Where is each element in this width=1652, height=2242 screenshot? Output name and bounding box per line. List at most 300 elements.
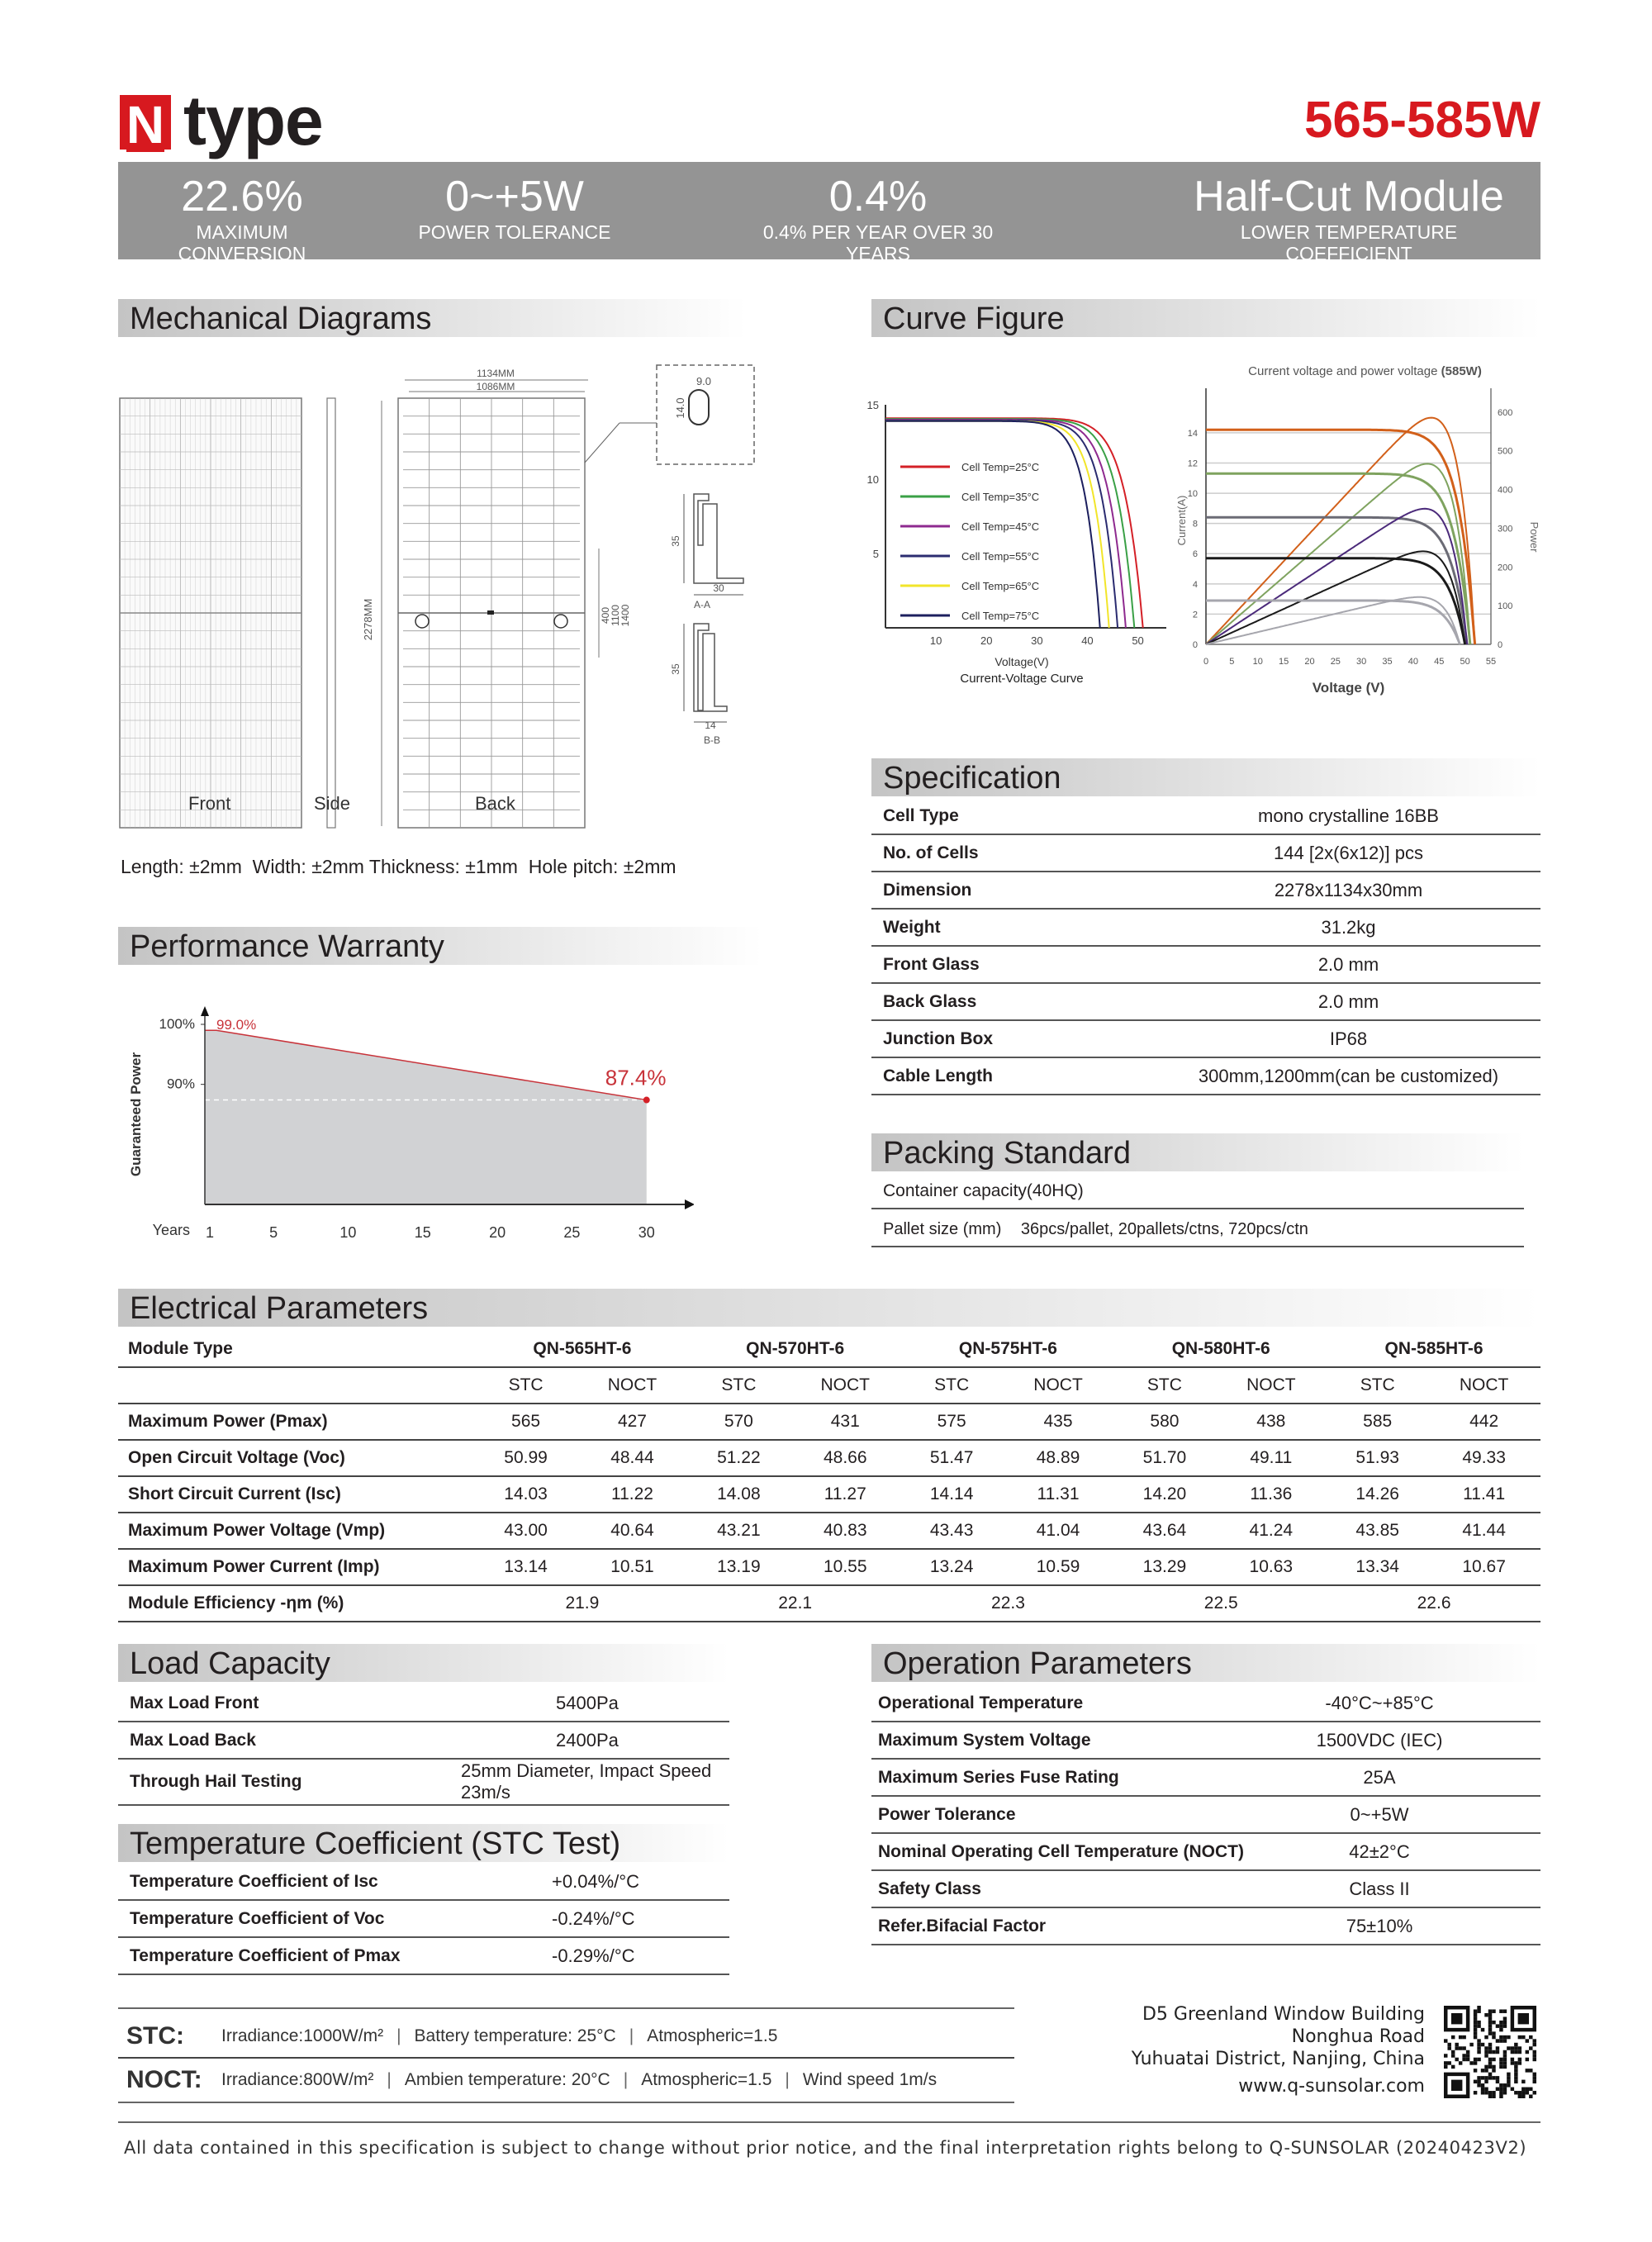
legend-label: Cell Temp=45°C [961,520,1040,533]
condition-header: NOCT [789,1367,902,1404]
y-axis-title: Guaranteed Power [128,1052,144,1177]
specification-table [871,798,1540,1095]
condition-header: STC [902,1367,1002,1404]
parameter-value: 13.24 [902,1549,1002,1585]
condition-header: STC [1327,1367,1427,1404]
specification-heading: Specification [871,758,1540,796]
x-tick-label: 25 [1330,657,1341,667]
operation-key: Power Tolerance [871,1796,1292,1833]
empty-cell [118,1367,476,1404]
spec-value: IP68 [1156,1020,1540,1057]
electrical-parameters-table [118,1332,1540,1622]
width-outer-label: 1134MM [477,368,515,379]
parameter-value: 49.33 [1427,1440,1540,1476]
highlight-label: POWER TOLERANCE [418,221,611,243]
qr-code-icon [1444,2006,1536,2098]
x-tick-label: 40 [1408,657,1419,667]
company-address [1132,2003,1425,2097]
highlight-efficiency [135,173,349,264]
x-tick-label: 30 [638,1224,655,1241]
legend-label: Cell Temp=65°C [961,580,1040,592]
warranty-chart [116,1000,694,1247]
parameter-value: 11.36 [1215,1476,1328,1513]
condition-header: STC [1114,1367,1214,1404]
parameter-value: 10.63 [1215,1549,1328,1585]
separator: | [623,2070,629,2089]
length-dimension-label: 2278MM [362,598,374,641]
y2-tick-label: 400 [1498,485,1513,496]
highlight-value: 0.4% [828,173,928,221]
section-bb-width: 14 [705,720,716,731]
load-value: 25mm Diameter, Impact Speed 23m/s [461,1759,729,1805]
parameter-value: 565 [476,1404,576,1440]
y2-axis-title: Power [1528,521,1540,553]
parameter-value: 41.04 [1002,1513,1115,1549]
n-type-logo-badge [120,95,171,154]
pallet-size-row [871,1211,1524,1247]
operation-parameters-heading: Operation Parameters [871,1644,1540,1682]
power-range-title: 565-585W [1303,92,1540,149]
noct-condition: Ambien temperature: 20°C [404,2070,610,2089]
spec-key: Front Glass [871,946,1156,983]
x-tick-label: 40 [1081,634,1094,647]
y-tick-label: 10 [1187,489,1198,500]
hole-pitch-1400: 1400 [620,604,631,627]
load-key: Max Load Back [118,1722,461,1759]
website-link[interactable]: www.q-sunsolar.com [1238,2076,1425,2097]
electrical-row [118,1513,1540,1549]
load-capacity-heading: Load Capacity [118,1644,729,1682]
spec-value: 31.2kg [1156,909,1540,946]
parameter-value: 14.03 [476,1476,576,1513]
spec-row [871,1020,1540,1057]
power-series-line [1206,509,1467,644]
tempcoef-row [118,1937,729,1974]
spec-value: 2.0 mm [1156,946,1540,983]
view-label-back: Back [475,793,515,814]
address-line: Yuhuatai District, Nanjing, China [1131,2049,1425,2069]
x-tick-label: 50 [1132,634,1144,647]
parameter-value: 13.19 [689,1549,789,1585]
logo-word: type [183,82,323,159]
view-label-side: Side [314,793,351,814]
disclaimer: All data contained in this specification is subject to change without prior notice, and the final interpretation rights belong to Q-SUNSOLAR (20240423V2) [124,2138,1527,2158]
hole-height-label: 14.0 [674,397,686,419]
y-tick-label: 100% [159,1016,195,1032]
highlight-tolerance [415,173,614,243]
side-view [327,398,335,828]
y-tick-label: 10 [866,473,879,486]
x-tick-label: 45 [1434,657,1445,667]
separator: | [629,2026,634,2045]
parameter-value: 51.22 [689,1440,789,1476]
highlight-label: LOWER TEMPERATURE COEFFICIENT [1240,221,1458,264]
efficiency-value: 22.1 [689,1585,902,1622]
spec-row [871,1057,1540,1095]
tempcoef-key: Temperature Coefficient of Isc [118,1864,461,1900]
highlight-value: Half-Cut Module [1194,173,1504,221]
current-series-line [1206,601,1460,644]
end-value-label: 87.4% [605,1065,667,1090]
spec-row [871,946,1540,983]
parameter-value: 14.14 [902,1476,1002,1513]
spec-value: 2278x1134x30mm [1156,872,1540,909]
parameter-value: 51.93 [1327,1440,1427,1476]
electrical-row [118,1549,1540,1585]
parameter-value: 427 [576,1404,689,1440]
electrical-row [118,1404,1540,1440]
operation-row [871,1685,1540,1722]
spec-value: 144 [2x(6x12)] pcs [1156,834,1540,872]
x-axis-title: Voltage (V) [1312,680,1385,696]
y2-tick-label: 200 [1498,563,1513,573]
module-type-row [118,1332,1540,1367]
electrical-row [118,1440,1540,1476]
operation-row [871,1907,1540,1945]
front-view [120,398,301,828]
operation-key: Safety Class [871,1870,1292,1907]
noct-condition: Irradiance:800W/m² [221,2070,374,2089]
parameter-value: 580 [1114,1404,1214,1440]
spec-row [871,834,1540,872]
tempcoef-value: +0.04%/°C [461,1864,729,1900]
operation-key: Maximum System Voltage [871,1722,1292,1759]
parameter-value: 431 [789,1404,902,1440]
parameter-value: 43.64 [1114,1513,1214,1549]
parameter-value: 41.44 [1427,1513,1540,1549]
warranty-area [205,1030,647,1204]
spec-value: 2.0 mm [1156,983,1540,1020]
parameter-value: 40.64 [576,1513,689,1549]
spec-key: Cell Type [871,798,1156,834]
y2-tick-label: 100 [1498,601,1513,612]
parameter-value: 438 [1215,1404,1328,1440]
separator: | [396,2026,401,2045]
address-line: Nonghua Road [1291,2026,1425,2047]
load-row [118,1759,729,1805]
load-value: 2400Pa [461,1722,729,1759]
legend-label: Cell Temp=75°C [961,610,1040,622]
spec-value: 300mm,1200mm(can be customized) [1156,1057,1540,1095]
temperature-coefficient-table [118,1864,729,1975]
condition-header: NOCT [1427,1367,1540,1404]
width-inner-label: 1086MM [476,381,515,392]
load-capacity-table [118,1685,729,1806]
efficiency-row [118,1585,1540,1622]
pallet-size-label: Pallet size (mm) [883,1220,1002,1238]
x-axis-arrow-icon [685,1199,694,1209]
spec-row [871,983,1540,1020]
parameter-value: 11.41 [1427,1476,1540,1513]
x-tick-label: 20 [980,634,993,647]
x-tick-label: 20 [489,1224,506,1241]
x-tick-label: 10 [929,634,942,647]
highlight-value: 0~+5W [445,173,584,221]
noct-condition: Wind speed 1m/s [802,2070,938,2089]
load-key: Through Hail Testing [118,1759,461,1805]
performance-warranty-heading: Performance Warranty [118,927,762,965]
condition-header: NOCT [1215,1367,1328,1404]
x-tick-label: 25 [563,1224,581,1241]
x-axis-title: Voltage(V) [995,655,1049,668]
section-aa-label: A-A [693,599,711,610]
tempcoef-key: Temperature Coefficient of Voc [118,1900,461,1937]
parameter-name: Module Efficiency -ηm (%) [118,1585,476,1622]
end-point-marker [643,1097,650,1104]
operation-value: Class II [1292,1870,1540,1907]
x-tick-label: 20 [1304,657,1315,667]
parameter-value: 14.26 [1327,1476,1427,1513]
model-name: QN-565HT-6 [476,1332,689,1367]
y-tick-label: 5 [872,548,879,560]
stc-conditions [118,2016,1014,2059]
spec-key: Cable Length [871,1057,1156,1095]
operation-row [871,1870,1540,1907]
hole-pitch-1100: 1100 [610,605,621,626]
stc-condition: Atmospheric=1.5 [647,2026,778,2045]
section-aa-height: 35 [670,535,681,547]
junction-box [487,610,494,615]
chart-title-bold: (585W) [1441,364,1482,378]
separator: | [387,2070,392,2089]
current-series-line [1206,517,1467,644]
power-voltage-chart [1173,355,1553,710]
hole-width-label: 9.0 [695,375,712,387]
detail-leader-line [585,423,620,463]
load-row [118,1722,729,1759]
parameter-value: 13.34 [1327,1549,1427,1585]
y-tick-label: 14 [1187,428,1198,439]
section-bb-label: B-B [703,734,721,746]
y2-tick-label: 0 [1498,640,1503,650]
parameter-value: 48.89 [1002,1440,1115,1476]
condition-header: STC [476,1367,576,1404]
parameter-value: 570 [689,1404,789,1440]
x-axis-title: Years [152,1222,190,1238]
parameter-value: 575 [902,1404,1002,1440]
operation-row [871,1796,1540,1833]
spec-row [871,909,1540,946]
parameter-value: 10.51 [576,1549,689,1585]
mounting-hole [689,390,709,425]
noct-label: NOCT: [126,2066,202,2093]
efficiency-value: 22.5 [1114,1585,1327,1622]
parameter-value: 585 [1327,1404,1427,1440]
y-axis-arrow-icon [201,1006,209,1016]
x-tick-label: 15 [1278,657,1289,667]
temperature-coefficient-heading: Temperature Coefficient (STC Test) [118,1824,729,1862]
x-tick-label: 10 [1252,657,1263,667]
operation-row [871,1722,1540,1759]
parameter-name: Maximum Power (Pmax) [118,1404,476,1440]
parameter-value: 43.00 [476,1513,576,1549]
parameter-value: 13.29 [1114,1549,1214,1585]
y-tick-label: 6 [1192,549,1198,560]
parameter-value: 14.20 [1114,1476,1214,1513]
y-tick-label: 12 [1187,458,1198,469]
noct-condition: Atmospheric=1.5 [641,2070,772,2089]
mechanical-diagrams-heading: Mechanical Diagrams [118,299,746,337]
x-tick-label: 50 [1460,657,1470,667]
efficiency-value: 22.3 [902,1585,1115,1622]
chart-title: Current-Voltage Curve [960,672,1084,686]
condition-header: NOCT [576,1367,689,1404]
legend-label: Cell Temp=35°C [961,491,1040,503]
parameter-value: 11.27 [789,1476,902,1513]
x-tick-label: 1 [205,1224,215,1241]
highlight-label: 0.4% PER YEAR OVER 30 YEARS [762,221,994,264]
operation-key: Nominal Operating Cell Temperature (NOCT) [871,1833,1292,1870]
tempcoef-key: Temperature Coefficient of Pmax [118,1937,461,1974]
load-key: Max Load Front [118,1685,461,1722]
x-tick-label: 5 [1229,657,1235,667]
parameter-name: Maximum Power Current (Imp) [118,1549,476,1585]
mechanical-drawing [116,355,793,834]
packing-standard-heading: Packing Standard [871,1133,1524,1171]
operation-value: 25A [1292,1759,1540,1796]
spec-row [871,872,1540,909]
y2-tick-label: 600 [1498,407,1513,418]
view-label-front: Front [188,793,231,814]
model-name: QN-570HT-6 [689,1332,902,1367]
spec-key: No. of Cells [871,834,1156,872]
electrical-parameters-heading: Electrical Parameters [118,1289,1540,1327]
noct-conditions [118,2059,1014,2103]
separator: | [785,2070,790,2089]
highlight-degradation [738,173,1018,264]
x-tick-label: 5 [269,1224,278,1241]
y-tick-label: 15 [866,399,879,411]
highlight-half-cut [1184,173,1514,264]
x-tick-label: 15 [414,1224,431,1241]
start-value-label: 99.0% [216,1017,257,1033]
hole-pitch-400: 400 [600,606,611,625]
frame-section-aa [684,494,743,595]
spec-row [871,798,1540,834]
parameter-name: Maximum Power Voltage (Vmp) [118,1513,476,1549]
efficiency-value: 22.6 [1327,1585,1540,1622]
model-name: QN-585HT-6 [1327,1332,1540,1367]
frame-section-bb [684,624,727,722]
highlights-banner [118,162,1540,264]
model-name: QN-575HT-6 [902,1332,1115,1367]
parameter-value: 13.14 [476,1549,576,1585]
x-tick-label: 0 [1203,657,1209,667]
operation-key: Refer.Bifacial Factor [871,1907,1292,1945]
parameter-value: 11.31 [1002,1476,1115,1513]
parameter-value: 10.67 [1427,1549,1540,1585]
operation-value: -40°C~+85°C [1292,1685,1540,1722]
tolerance-note: Length: ±2mm Width: ±2mm Thickness: ±1mm Hole pitch: ±2mm [121,856,676,877]
operation-row [871,1759,1540,1796]
parameter-value: 14.08 [689,1476,789,1513]
x-tick-label: 10 [339,1224,357,1241]
parameter-value: 11.22 [576,1476,689,1513]
operation-value: 1500VDC (IEC) [1292,1722,1540,1759]
electrical-row [118,1476,1540,1513]
back-view [398,398,585,828]
y2-tick-label: 300 [1498,524,1513,534]
x-tick-label: 55 [1485,657,1497,667]
parameter-value: 442 [1427,1404,1540,1440]
conditions-top-rule [118,2007,1014,2009]
parameter-value: 43.85 [1327,1513,1427,1549]
spec-key: Dimension [871,872,1156,909]
parameter-value: 435 [1002,1404,1115,1440]
iv-curve-chart [859,388,1173,702]
module-type-label: Module Type [118,1332,476,1367]
stc-condition: Battery temperature: 25°C [414,2026,616,2045]
operation-value: 75±10% [1292,1907,1540,1945]
load-row [118,1685,729,1722]
parameter-value: 48.44 [576,1440,689,1476]
model-name: QN-580HT-6 [1114,1332,1327,1367]
parameter-value: 10.55 [789,1549,902,1585]
operation-parameters-table [871,1685,1540,1945]
y2-tick-label: 500 [1498,446,1513,457]
parameter-name: Open Circuit Voltage (Voc) [118,1440,476,1476]
y-tick-label: 8 [1192,519,1198,530]
parameter-value: 48.66 [789,1440,902,1476]
tempcoef-row [118,1864,729,1900]
highlight-value: 22.6% [181,173,303,221]
spec-key: Weight [871,909,1156,946]
x-tick-label: 35 [1382,657,1393,667]
stc-condition: Irradiance:1000W/m² [221,2026,384,2045]
y-axis-title: Current(A) [1175,495,1188,546]
legend-label: Cell Temp=55°C [961,550,1040,563]
condition-header: NOCT [1002,1367,1115,1404]
chart-title: Current voltage and power voltage (585W) [1248,364,1482,378]
x-tick-label: 30 [1356,657,1367,667]
parameter-name: Short Circuit Current (Isc) [118,1476,476,1513]
stc-label: STC: [126,2022,184,2050]
pallet-size-value: 36pcs/pallet, 20pallets/ctns, 720pcs/ctn [1020,1220,1308,1238]
operation-key: Operational Temperature [871,1685,1292,1722]
operation-row [871,1833,1540,1870]
condition-header-row [118,1367,1540,1404]
parameter-value: 40.83 [789,1513,902,1549]
operation-value: 0~+5W [1292,1796,1540,1833]
parameter-value: 43.21 [689,1513,789,1549]
tempcoef-value: -0.24%/°C [461,1900,729,1937]
efficiency-value: 21.9 [476,1585,689,1622]
y-tick-label: 2 [1192,610,1198,620]
parameter-value: 49.11 [1215,1440,1328,1476]
parameter-value: 41.24 [1215,1513,1328,1549]
parameter-value: 10.59 [1002,1549,1115,1585]
section-aa-width: 30 [713,582,724,594]
footer-rule [118,2121,1540,2123]
spec-key: Back Glass [871,983,1156,1020]
y-tick-label: 4 [1192,579,1198,590]
spec-value: mono crystalline 16BB [1156,798,1540,834]
logo-letter: N [126,95,165,154]
parameter-value: 43.43 [902,1513,1002,1549]
operation-key: Maximum Series Fuse Rating [871,1759,1292,1796]
legend-label: Cell Temp=25°C [961,461,1040,473]
condition-header: STC [689,1367,789,1404]
operation-value: 42±2°C [1292,1833,1540,1870]
y-tick-label: 90% [166,1076,195,1092]
address-line: D5 Greenland Window Building [1142,2004,1425,2025]
parameter-value: 51.47 [902,1440,1002,1476]
container-capacity: Container capacity(40HQ) [871,1173,1524,1209]
y-tick-label: 0 [1192,640,1198,650]
spec-key: Junction Box [871,1020,1156,1057]
curve-figure-heading: Curve Figure [871,299,1540,337]
parameter-value: 51.70 [1114,1440,1214,1476]
